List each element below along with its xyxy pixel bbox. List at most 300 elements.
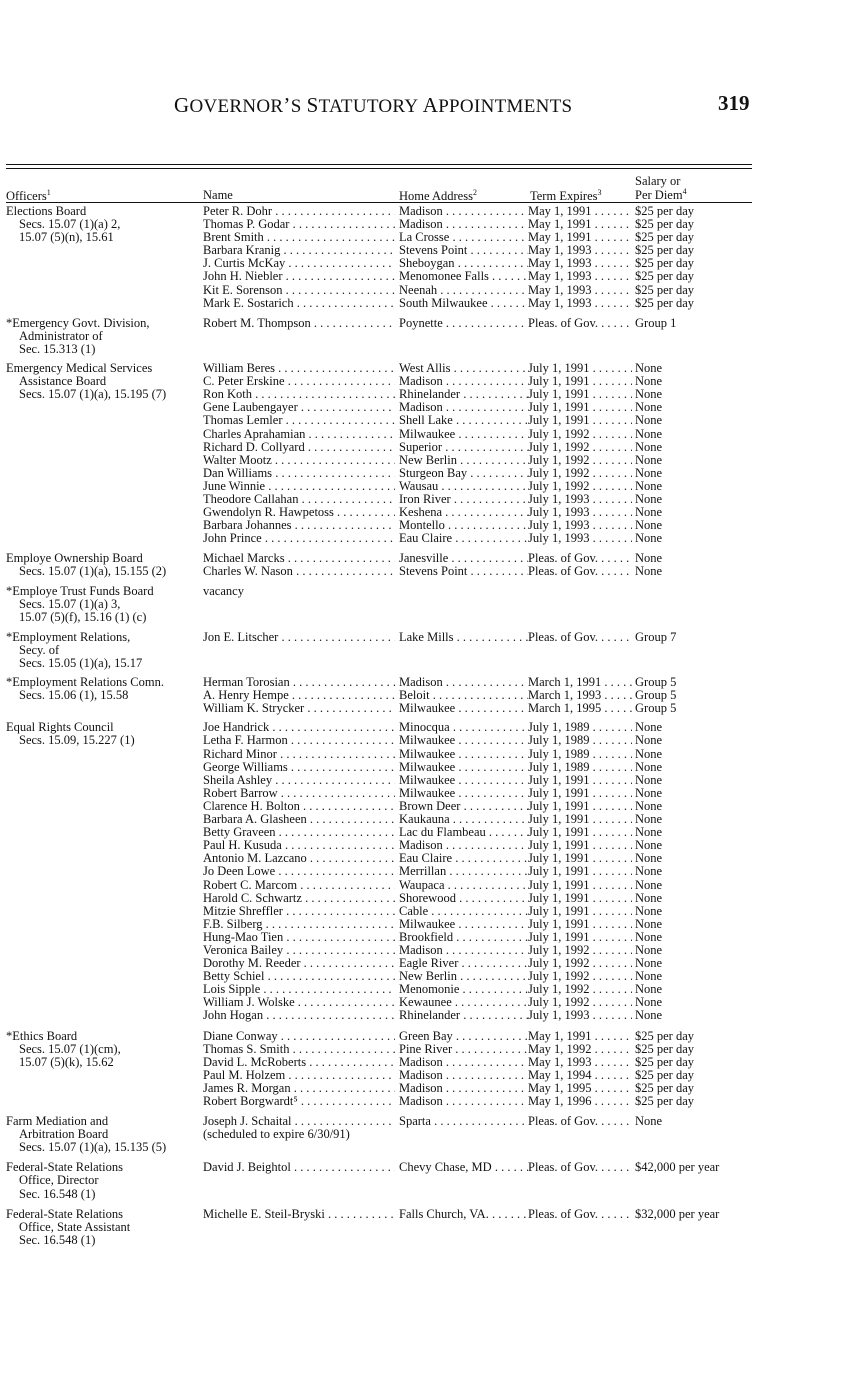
appointee-home-address: Beloit . . . (399, 689, 528, 702)
header-rule (6, 202, 752, 203)
officer-group (0, 205, 859, 310)
appointee-name: Barbara Johannes . . . (203, 519, 395, 532)
appointee-row (0, 205, 859, 218)
spacer-row (0, 1234, 859, 1247)
appointee-salary: None (635, 1009, 663, 1023)
appointee-name: William Beres . . . (203, 362, 395, 375)
officer-group (0, 552, 859, 578)
appointee-salary: $25 per day (635, 1029, 695, 1043)
appointee-term-expires: July 1, 1992 . . . (528, 428, 632, 441)
appointee-salary: None (635, 466, 663, 480)
officer-statute: Sec. 16.548 (1) (19, 1232, 96, 1247)
officer-title: Elections Board (6, 204, 87, 218)
appointee-row (0, 676, 859, 689)
appointee-home-address: Kaukauna . . . (399, 813, 528, 826)
officer-title: *Employe Trust Funds Board (6, 583, 154, 598)
appointee-term-expires: Pleas. of Gov. . . . (528, 1208, 632, 1221)
appointee-term-expires: Pleas. of Gov. . . . (528, 565, 632, 578)
appointee-name: Brent Smith . . . (203, 231, 395, 244)
appointee-salary: $25 per day (635, 257, 695, 271)
appointee-row (0, 552, 859, 565)
appointee-home-address: Stevens Point . . . (399, 244, 528, 257)
officer-title: Emergency Medical Services (6, 361, 153, 376)
appointee-home-address: Stevens Point . . . (399, 565, 528, 578)
appointee-salary: None (635, 747, 663, 761)
appointee-row (0, 375, 859, 388)
appointee-row (0, 362, 859, 375)
appointee-term-expires: May 1, 1993 . . . (528, 1056, 632, 1069)
page-number: 319 (718, 91, 750, 115)
appointee-home-address: Madison . . . (399, 1069, 528, 1082)
appointee-term-expires: July 1, 1991 . . . (528, 414, 632, 427)
appointee-name: C. Peter Erskine . . . (203, 375, 395, 388)
appointee-row (0, 1069, 859, 1082)
appointee-home-address: Brookfield . . . (399, 931, 528, 944)
appointee-salary: None (635, 734, 663, 748)
officer-title: Employe Ownership Board (6, 551, 143, 566)
appointee-row (0, 865, 859, 878)
appointee-term-expires: July 1, 1992 . . . (528, 441, 632, 454)
officer-statute: Secs. 15.07 (1)(a) 3, (19, 596, 121, 611)
appointee-row (0, 257, 859, 270)
page-header (0, 93, 859, 123)
appointee-salary: $25 per day (635, 218, 695, 232)
appointee-row (0, 231, 859, 244)
appointee-row (0, 1208, 859, 1221)
column-headers (0, 172, 859, 202)
appointee-row (0, 918, 859, 931)
officer-group (0, 1161, 859, 1200)
appointee-term-expires: July 1, 1991 . . . (528, 388, 632, 401)
appointee-home-address: Lake Mills . . . (399, 631, 528, 644)
appointee-term-expires: July 1, 1992 . . . (528, 454, 632, 467)
appointee-salary: None (635, 891, 663, 905)
appointee-term-expires: Pleas. of Gov. . . . (528, 1161, 632, 1174)
appointee-salary: $25 per day (635, 296, 695, 310)
page-title: GOVERNOR’S STATUTORY APPOINTMENTS (174, 93, 573, 117)
appointee-row (0, 852, 859, 865)
appointee-name: Michelle E. Steil-Bryski . . . (203, 1208, 395, 1221)
appointee-row (0, 631, 859, 644)
appointee-row (0, 761, 859, 774)
appointee-row (0, 774, 859, 787)
appointee-name: Mark E. Sostarich . . . (203, 297, 395, 310)
officer-title: Federal-State Relations (6, 1206, 123, 1221)
officer-group (0, 585, 859, 624)
appointee-home-address: Milwaukee . . . (399, 774, 528, 787)
officer-statute: Secs. 15.09, 15.227 (1) (19, 733, 135, 748)
appointee-home-address: Madison . . . (399, 205, 528, 218)
appointee-name: Richard D. Collyard . . . (203, 441, 395, 454)
appointee-row (0, 244, 859, 257)
appointee-salary: $25 per day (635, 244, 695, 258)
officer-group (0, 1115, 859, 1154)
appointee-row (0, 689, 859, 702)
appointee-name: Lois Sipple . . . (203, 983, 395, 996)
appointee-home-address: South Milwaukee . . . (399, 297, 528, 310)
appointee-term-expires: July 1, 1991 . . . (528, 931, 632, 944)
appointee-salary: None (635, 917, 663, 931)
appointee-salary: None (635, 532, 663, 546)
appointee-term-expires: July 1, 1992 . . . (528, 467, 632, 480)
appointee-term-expires: July 1, 1989 . . . (528, 761, 632, 774)
appointee-home-address: Pine River . . . (399, 1043, 528, 1056)
appointee-home-address: New Berlin . . . (399, 454, 528, 467)
appointee-term-expires: Pleas. of Gov. . . . (528, 1115, 632, 1128)
appointee-salary: None (635, 453, 663, 467)
appointee-home-address: Montello . . . (399, 519, 528, 532)
appointee-row (0, 970, 859, 983)
appointee-term-expires: July 1, 1992 . . . (528, 944, 632, 957)
col-salary-line1: Salary or (635, 174, 681, 188)
appointee-term-expires: July 1, 1993 . . . (528, 493, 632, 506)
appointee-salary: $42,000 per year (635, 1161, 720, 1175)
appointee-row (0, 1009, 859, 1022)
appointee-term-expires: July 1, 1991 . . . (528, 375, 632, 388)
officer-title: *Emergency Govt. Division, (6, 315, 150, 330)
appointee-home-address: Milwaukee . . . (399, 748, 528, 761)
appointee-name: Harold C. Schwartz . . . (203, 892, 395, 905)
appointee-home-address: Milwaukee . . . (399, 702, 528, 715)
appointee-home-address: Madison . . . (399, 218, 528, 231)
appointee-name: Joe Handrick . . . (203, 721, 395, 734)
appointee-home-address: Merrillan . . . (399, 865, 528, 878)
appointee-home-address: Cable . . . (399, 905, 528, 918)
appointee-home-address: Eau Claire . . . (399, 532, 528, 545)
appointee-home-address: Milwaukee . . . (399, 787, 528, 800)
appointee-salary: None (635, 865, 663, 879)
appointee-term-expires: July 1, 1991 . . . (528, 813, 632, 826)
appointee-term-expires: July 1, 1993 . . . (528, 532, 632, 545)
appointee-home-address: Menomonie . . . (399, 983, 528, 996)
appointee-home-address: Madison . . . (399, 676, 528, 689)
appointee-name: F.B. Silberg . . . (203, 918, 395, 931)
appointee-name: Hung-Mao Tien . . . (203, 931, 395, 944)
appointee-row (0, 905, 859, 918)
appointee-name: John Hogan . . . (203, 1009, 395, 1022)
appointee-name: William J. Wolske . . . (203, 996, 395, 1009)
appointee-term-expires: July 1, 1992 . . . (528, 970, 632, 983)
appointee-term-expires: July 1, 1989 . . . (528, 748, 632, 761)
appointee-name: Peter R. Dohr . . . (203, 205, 395, 218)
appointee-home-address: Iron River . . . (399, 493, 528, 506)
officer-title: *Employment Relations Comn. (6, 675, 164, 690)
appointee-salary: None (635, 388, 663, 402)
appointee-salary: None (635, 996, 663, 1010)
appointee-name: J. Curtis McKay . . . (203, 257, 395, 270)
appointee-home-address: Eagle River . . . (399, 957, 528, 970)
appointee-name: (scheduled to expire 6/30/91) (203, 1128, 350, 1142)
appointee-name: Charles Aprahamian . . . (203, 428, 395, 441)
appointee-salary: $25 per day (635, 1042, 695, 1056)
appointee-row (0, 218, 859, 231)
appointee-home-address: Madison . . . (399, 1082, 528, 1095)
appointee-home-address: Neenah . . . (399, 284, 528, 297)
appointee-name: Dan Williams . . . (203, 467, 395, 480)
appointee-name: Diane Conway . . . (203, 1030, 395, 1043)
appointee-term-expires: March 1, 1993 . . . (528, 689, 632, 702)
appointee-row (0, 297, 859, 310)
appointee-name: Paul H. Kusuda . . . (203, 839, 395, 852)
appointee-home-address: Poynette . . . (399, 317, 528, 330)
officer-group (0, 362, 859, 545)
appointee-name: Charles W. Nason . . . (203, 565, 395, 578)
top-double-rule (6, 164, 752, 169)
appointee-salary: None (635, 957, 663, 971)
appointee-salary: None (635, 552, 663, 566)
appointee-row (0, 983, 859, 996)
appointee-name: Michael Marcks . . . (203, 552, 395, 565)
appointee-term-expires: July 1, 1991 . . . (528, 839, 632, 852)
appointee-term-expires: May 1, 1996 . . . (528, 1095, 632, 1108)
officer-statute: Secs. 15.07 (1)(a), 15.195 (7) (19, 387, 167, 402)
appointee-salary: $25 per day (635, 1055, 695, 1069)
appointee-term-expires: July 1, 1989 . . . (528, 721, 632, 734)
appointee-home-address: Lac du Flambeau . . . (399, 826, 528, 839)
officer-statute: Office, Director (19, 1173, 99, 1188)
appointee-salary: None (635, 440, 663, 454)
appointee-home-address: Shell Lake . . . (399, 414, 528, 427)
spacer-row (0, 1221, 859, 1234)
officer-group (0, 1208, 859, 1247)
appointments-table (0, 205, 859, 1247)
appointee-name: John H. Niebler . . . (203, 270, 395, 283)
officer-title: Federal-State Relations (6, 1160, 123, 1175)
appointee-name: Jon E. Litscher . . . (203, 631, 395, 644)
appointee-name: Barbara Kranig . . . (203, 244, 395, 257)
appointee-term-expires: Pleas. of Gov. . . . (528, 552, 632, 565)
appointee-home-address: Brown Deer . . . (399, 800, 528, 813)
appointee-salary: None (635, 930, 663, 944)
appointee-name: Thomas P. Godar . . . (203, 218, 395, 231)
appointee-row (0, 270, 859, 283)
appointee-name: vacancy (203, 584, 244, 598)
appointee-home-address: Kewaunee . . . (399, 996, 528, 1009)
appointee-term-expires: July 1, 1991 . . . (528, 852, 632, 865)
appointee-name: David L. McRoberts . . . (203, 1056, 395, 1069)
appointee-name: Betty Schiel . . . (203, 970, 395, 983)
appointee-salary: Group 5 (635, 689, 677, 703)
appointee-row (0, 996, 859, 1009)
appointee-row (0, 1128, 859, 1141)
appointee-home-address: Madison . . . (399, 1095, 528, 1108)
appointee-home-address: Milwaukee . . . (399, 734, 528, 747)
appointee-row (0, 1082, 859, 1095)
officer-statute: Secs. 15.07 (1)(a), 15.155 (2) (19, 564, 167, 579)
appointee-name: June Winnie . . . (203, 480, 395, 493)
appointee-home-address: Rhinelander . . . (399, 388, 528, 401)
appointee-term-expires: Pleas. of Gov. . . . (528, 631, 632, 644)
appointee-salary: None (635, 826, 663, 840)
appointee-name: Thomas S. Smith . . . (203, 1043, 395, 1056)
appointee-term-expires: May 1, 1991 . . . (528, 231, 632, 244)
appointee-term-expires: May 1, 1991 . . . (528, 1030, 632, 1043)
col-officers: Officers$^1$ (6, 188, 51, 204)
officer-statute: 15.07 (5)(f), 15.16 (1) (c) (19, 609, 147, 624)
appointee-term-expires: May 1, 1995 . . . (528, 1082, 632, 1095)
appointee-salary: None (635, 479, 663, 493)
col-name: Name (203, 188, 233, 202)
appointee-name: Theodore Callahan . . . (203, 493, 395, 506)
appointee-name: Gwendolyn R. Hawpetoss . . . (203, 506, 395, 519)
officer-title: Equal Rights Council (6, 720, 114, 735)
officer-statute: Administrator of (19, 328, 103, 343)
appointee-salary: None (635, 799, 663, 813)
appointee-row (0, 428, 859, 441)
appointee-term-expires: March 1, 1991 . . . (528, 676, 632, 689)
officer-group (0, 631, 859, 670)
officer-group (0, 317, 859, 356)
officer-statute: Secs. 15.05 (1)(a), 15.17 (19, 656, 143, 670)
appointee-term-expires: July 1, 1991 . . . (528, 879, 632, 892)
appointee-home-address: Madison . . . (399, 944, 528, 957)
appointee-row (0, 1161, 859, 1174)
appointee-salary: None (635, 943, 663, 957)
appointee-term-expires: July 1, 1992 . . . (528, 983, 632, 996)
appointee-home-address: Madison . . . (399, 1056, 528, 1069)
appointee-term-expires: May 1, 1993 . . . (528, 257, 632, 270)
appointee-term-expires: July 1, 1991 . . . (528, 918, 632, 931)
appointee-term-expires: July 1, 1992 . . . (528, 996, 632, 1009)
appointee-name: Mitzie Shreffler . . . (203, 905, 395, 918)
appointee-home-address: Green Bay . . . (399, 1030, 528, 1043)
appointee-row (0, 721, 859, 734)
appointee-term-expires: May 1, 1994 . . . (528, 1069, 632, 1082)
appointee-name: Paul M. Holzem . . . (203, 1069, 395, 1082)
appointee-home-address: Sparta . . . (399, 1115, 528, 1128)
appointee-salary: Group 5 (635, 676, 677, 690)
officer-statute: Secs. 15.07 (1)(a), 15.135 (5) (19, 1140, 167, 1155)
appointee-row (0, 519, 859, 532)
appointee-row (0, 1095, 859, 1108)
appointee-home-address: Waupaca . . . (399, 879, 528, 892)
appointee-term-expires: July 1, 1991 . . . (528, 787, 632, 800)
appointee-home-address: Minocqua . . . (399, 721, 528, 734)
appointee-salary: None (635, 506, 663, 520)
appointee-home-address: Chevy Chase, MD . . . (399, 1161, 528, 1174)
appointee-name: Gene Laubengayer . . . (203, 401, 395, 414)
appointee-term-expires: July 1, 1989 . . . (528, 734, 632, 747)
appointee-salary: None (635, 773, 663, 787)
appointee-salary: None (635, 414, 663, 428)
appointee-row (0, 748, 859, 761)
appointee-home-address: Menomonee Falls . . . (399, 270, 528, 283)
appointee-salary: None (635, 852, 663, 866)
appointee-name: Ron Koth . . . (203, 388, 395, 401)
col-salary-line2: Per Diem$^4$ (635, 187, 687, 203)
appointee-term-expires: May 1, 1993 . . . (528, 284, 632, 297)
appointee-term-expires: March 1, 1995 . . . (528, 702, 632, 715)
officer-title: *Employment Relations, (6, 629, 131, 644)
appointee-home-address: La Crosse . . . (399, 231, 528, 244)
appointee-row (0, 532, 859, 545)
appointee-term-expires: July 1, 1991 . . . (528, 892, 632, 905)
officer-statute: 15.07 (5)(k), 15.62 (19, 1054, 114, 1069)
appointee-row (0, 892, 859, 905)
appointee-home-address: Wausau . . . (399, 480, 528, 493)
appointee-home-address: Janesville . . . (399, 552, 528, 565)
appointee-row (0, 957, 859, 970)
appointee-salary: None (635, 760, 663, 774)
appointee-name: Barbara A. Glasheen . . . (203, 813, 395, 826)
appointee-name: Robert M. Thompson . . . (203, 317, 395, 330)
officer-statute: Sec. 16.548 (1) (19, 1186, 96, 1201)
appointee-name: Joseph J. Schaital . . . (203, 1115, 395, 1128)
appointee-salary: None (635, 983, 663, 997)
appointee-row (0, 317, 859, 330)
appointee-term-expires: July 1, 1993 . . . (528, 506, 632, 519)
appointee-term-expires: July 1, 1991 . . . (528, 362, 632, 375)
appointee-salary: None (635, 401, 663, 415)
officer-statute: Arbitration Board (19, 1127, 109, 1142)
spacer-row (0, 644, 859, 657)
appointee-name: David J. Beightol . . . (203, 1161, 395, 1174)
appointee-term-expires: Pleas. of Gov. . . . (528, 317, 632, 330)
spacer-row (0, 598, 859, 611)
appointee-term-expires: July 1, 1991 . . . (528, 826, 632, 839)
appointee-name: James R. Morgan . . . (203, 1082, 395, 1095)
appointee-home-address: Falls Church, VA. . . . (399, 1208, 528, 1221)
appointee-name: Sheila Ashley . . . (203, 774, 395, 787)
officer-group (0, 676, 859, 715)
appointee-name: Robert Barrow . . . (203, 787, 395, 800)
appointee-name: Richard Minor . . . (203, 748, 395, 761)
appointee-row (0, 480, 859, 493)
appointee-term-expires: July 1, 1991 . . . (528, 905, 632, 918)
appointee-name: Letha F. Harmon . . . (203, 734, 395, 747)
appointee-home-address: West Allis . . . (399, 362, 528, 375)
appointee-row (0, 585, 859, 598)
appointee-salary: $25 per day (635, 1081, 695, 1095)
appointee-name: Betty Graveen . . . (203, 826, 395, 839)
appointee-salary: $25 per day (635, 283, 695, 297)
appointee-salary: Group 1 (635, 316, 677, 330)
appointee-name: Dorothy M. Reeder . . . (203, 957, 395, 970)
appointee-salary: $32,000 per year (635, 1207, 720, 1221)
group-spacer (0, 1201, 859, 1208)
officer-title: *Ethics Board (6, 1028, 78, 1043)
appointee-row (0, 565, 859, 578)
appointee-salary: $25 per day (635, 270, 695, 284)
appointee-salary: None (635, 970, 663, 984)
appointee-row (0, 702, 859, 715)
appointee-row (0, 813, 859, 826)
appointee-home-address: Madison . . . (399, 375, 528, 388)
appointee-term-expires: May 1, 1993 . . . (528, 297, 632, 310)
appointee-name: William K. Strycker . . . (203, 702, 395, 715)
col-term-expires: Term Expires$^3$ (530, 188, 602, 204)
officer-statute: 15.07 (5)(n), 15.61 (19, 230, 114, 245)
appointee-home-address: New Berlin . . . (399, 970, 528, 983)
appointee-home-address: Sturgeon Bay . . . (399, 467, 528, 480)
officer-statute: Secy. of (19, 642, 60, 657)
appointee-salary: None (635, 492, 663, 506)
appointee-row (0, 931, 859, 944)
officer-statute: Secs. 15.06 (1), 15.58 (19, 688, 129, 703)
officer-statute: Office, State Assistant (19, 1219, 131, 1234)
appointee-salary: None (635, 565, 663, 579)
appointee-salary: None (635, 839, 663, 853)
officer-title: Farm Mediation and (6, 1114, 109, 1129)
appointee-name: Thomas Lemler . . . (203, 414, 395, 427)
appointee-salary: None (635, 786, 663, 800)
appointee-row (0, 493, 859, 506)
appointee-term-expires: July 1, 1991 . . . (528, 774, 632, 787)
appointee-salary: None (635, 427, 663, 441)
appointee-name: Walter Mootz . . . (203, 454, 395, 467)
appointee-row (0, 879, 859, 892)
appointee-home-address: Rhinelander . . . (399, 1009, 528, 1022)
